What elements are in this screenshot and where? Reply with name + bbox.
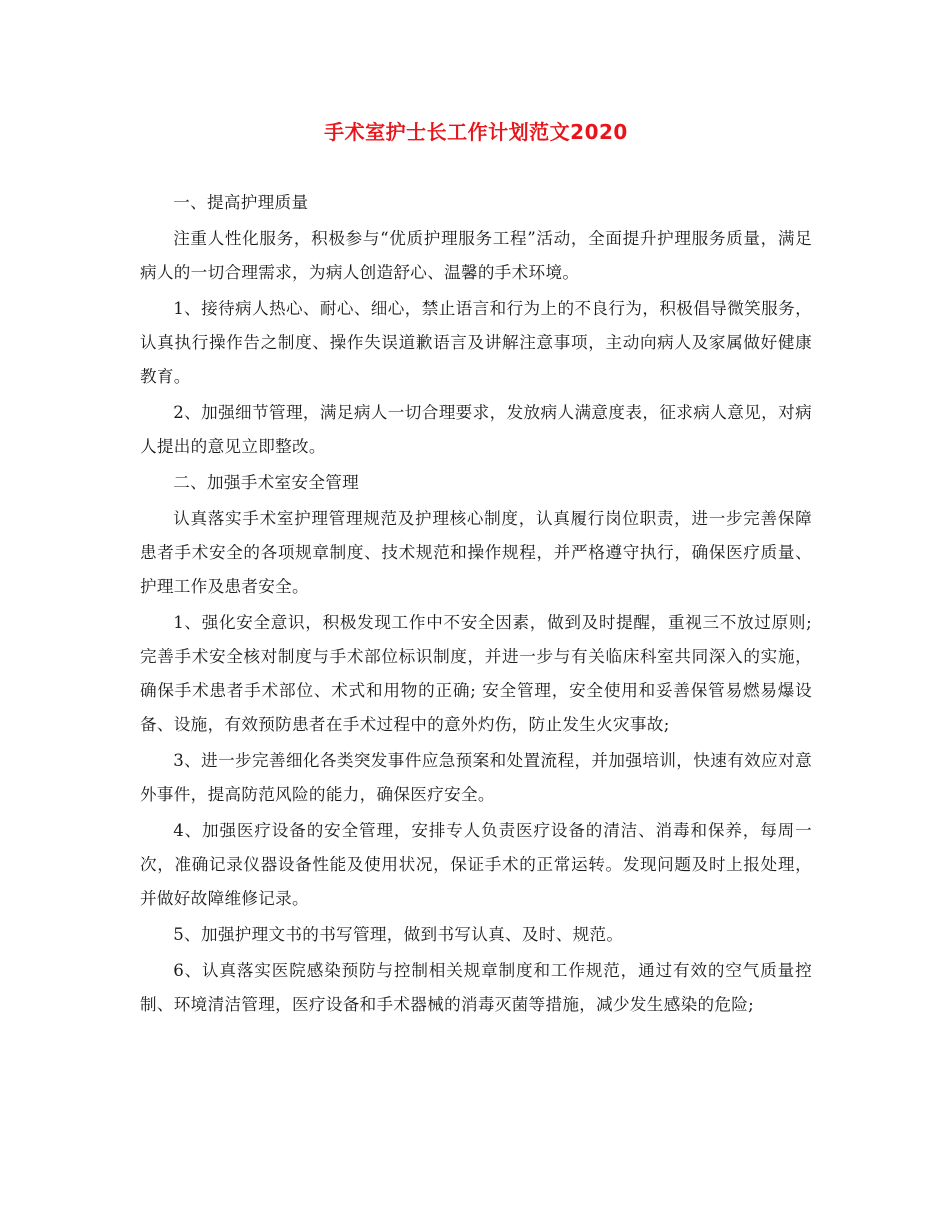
paragraph: 1、接待病人热心、耐心、细心，禁止语言和行为上的不良行为，积极倡导微笑服务，认真执行操作告之制度、操作失误道歉语言及讲解注意事项，主动向病人及家属做好健康教育。 [140,299,812,386]
section-heading-2: 二、加强手术室安全管理 [173,473,360,492]
paragraph: 5、加强护理文书的书写管理，做到书写认真、及时、规范。 [173,925,624,944]
paragraph: 认真落实手术室护理管理规范及护理核心制度，认真履行岗位职责，进一步完善保障患者手术安全的各项规章制度、技术规范和操作规程，并严格遵守执行，确保医疗质量、护理工作及患者安全。 [140,509,812,596]
paragraph: 2、加强细节管理，满足病人一切合理要求，发放病人满意度表，征求病人意见，对病人提出的意见立即整改。 [140,403,812,456]
document-title: 手术室护士长工作计划范文2020 [324,120,628,144]
document-body [140,186,812,1022]
paragraph: 6、认真落实医院感染预防与控制相关规章制度和工作规范，通过有效的空气质量控制、环境清洁管理，医疗设备和手术器械的消毒灭菌等措施，减少发生感染的危险; [140,961,812,1014]
paragraph: 3、进一步完善细化各类突发事件应急预案和处置流程，并加强培训，快速有效应对意外事件，提高防范风险的能力，确保医疗安全。 [140,751,812,804]
paragraph: 注重人性化服务，积极参与“优质护理服务工程”活动，全面提升护理服务质量，满足病人的一切合理需求，为病人创造舒心、温馨的手术环境。 [140,229,812,282]
paragraph: 1、强化安全意识，积极发现工作中不安全因素，做到及时提醒，重视三不放过原则;完善手术安全核对制度与手术部位标识制度，并进一步与有关临床科室共同深入的实施，确保手术患者手术部位、术式和用物的正确; 安全管理，安全使用和妥善保管易燃易爆设备、设施，有效预防患者在手术过程中的意外灼伤，防止发生火灾事故; [140,613,812,734]
paragraph: 4、加强医疗设备的安全管理，安排专人负责医疗设备的清洁、消毒和保养，每周一次，准确记录仪器设备性能及使用状况，保证手术的正常运转。发现问题及时上报处理，并做好故障维修记录。 [140,821,812,908]
section-heading-1: 一、提高护理质量 [173,193,309,212]
document-page [140,118,812,1024]
